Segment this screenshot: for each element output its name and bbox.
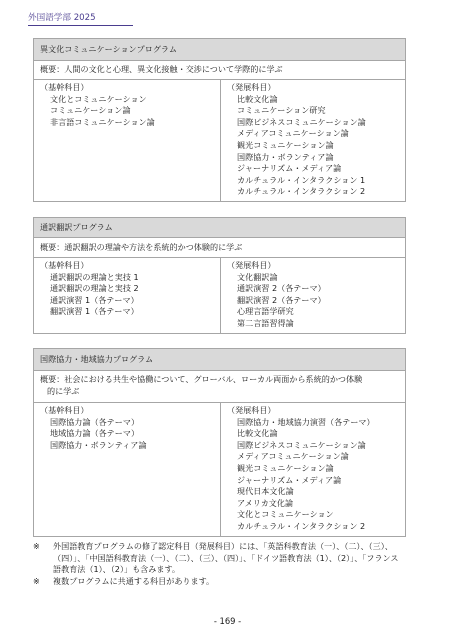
course-area [34, 258, 405, 333]
program-title: 異文化コミュニケーションプログラム [34, 39, 405, 61]
course-item: 現代日本文化論 [237, 486, 294, 497]
course-item: 文化とコミュニケーション [50, 93, 147, 104]
program-interpretation-translation [33, 217, 406, 334]
advanced-course-list [227, 94, 399, 198]
course-item: 国際ビジネスコミュニケーション論 [237, 439, 366, 450]
course-item: メディアコミュニケーション論 [237, 128, 349, 139]
course-item: ジャーナリズム・メディア論 [237, 163, 342, 174]
program-international-regional-cooperation [33, 348, 406, 537]
course-item: 文化翻訳論 [237, 271, 278, 282]
basic-heading: （基幹科目） [40, 82, 89, 92]
course-item: 文化とコミュニケーション [237, 509, 334, 520]
basic-courses [34, 403, 221, 536]
course-item: 地域協力論（各テーマ） [50, 428, 140, 439]
course-item: アメリカ文化論 [237, 497, 294, 508]
program-summary [34, 371, 405, 403]
note-text [53, 576, 413, 588]
program-title: 通訳翻訳プログラム [34, 218, 405, 238]
advanced-heading: （発展科目） [227, 82, 276, 92]
course-item: カルチュラル・インタラクション 2 [237, 186, 366, 197]
note-line: 語教育法（1）、（2）」も含みます。 [53, 564, 181, 575]
program-intercultural [33, 38, 406, 202]
course-item: メディアコミュニケーション論 [237, 451, 349, 462]
advanced-course-list [227, 272, 399, 330]
program-title: 国際協力・地域協力プログラム [34, 349, 405, 371]
note-item [33, 541, 413, 576]
course-item: カルチュラル・インタラクション 1 [237, 174, 366, 185]
note-line: 複数プログラムに共通する科目があります。 [53, 575, 215, 586]
course-item: 非言語コミュニケーション論 [50, 116, 155, 127]
program-summary: 概要：通訳翻訳の理論や方法を系統的かつ体験的に学ぶ [34, 238, 405, 258]
note-mark: ※ [33, 575, 40, 586]
note-text [53, 541, 413, 576]
advanced-courses [221, 403, 405, 536]
summary-line: 概要：社会における共生や協働について、グローバル、ローカル両面から系統的かつ体験 [40, 374, 363, 384]
course-item: 国際協力・ボランティア論 [50, 439, 147, 450]
course-item: カルチュラル・インタラクション 2 [237, 520, 366, 531]
note-line: （四）」、「中国語科教育法（一）、（二）、（三）、（四）」、「ドイツ語教育法（1）、（2）」、「フランス [53, 552, 399, 563]
course-item: ジャーナリズム・メディア論 [237, 474, 342, 485]
basic-course-list [40, 94, 214, 129]
page-header: 外国語学部 2025 [28, 13, 96, 23]
header-rule [28, 25, 133, 26]
course-item: 国際協力・地域協力演習（各テーマ） [237, 416, 375, 427]
advanced-heading: （発展科目） [227, 260, 276, 270]
course-item: 比較文化論 [237, 428, 278, 439]
page-number: - 169 - [213, 616, 242, 626]
notes [33, 541, 413, 587]
course-item: 通訳翻訳の理論と実技 2 [50, 283, 139, 294]
advanced-course-list [227, 417, 399, 533]
summary-line: 的に学ぶ [47, 385, 80, 396]
course-item: 観光コミュニケーション論 [237, 139, 334, 150]
note-mark: ※ [33, 541, 40, 551]
course-item: 翻訳演習 2（各テーマ） [237, 294, 326, 305]
course-item: 国際協力論（各テーマ） [50, 416, 140, 427]
course-item: 通訳翻訳の理論と実技 1 [50, 271, 139, 282]
basic-courses [34, 258, 221, 333]
course-item: 国際ビジネスコミュニケーション論 [237, 116, 366, 127]
basic-course-list [40, 272, 214, 318]
course-item: 国際協力・ボランティア論 [237, 151, 334, 162]
course-item: コミュニケーション研究 [237, 105, 326, 116]
course-item: 第二言語習得論 [237, 317, 294, 328]
basic-course-list [40, 417, 214, 452]
course-area [34, 403, 405, 536]
basic-courses [34, 80, 221, 201]
course-item: 通訳演習 1（各テーマ） [50, 294, 139, 305]
advanced-courses [221, 258, 405, 333]
course-item: コミュニケーション論 [50, 105, 131, 116]
course-item: 観光コミュニケーション論 [237, 462, 334, 473]
course-item: 比較文化論 [237, 93, 278, 104]
basic-heading: （基幹科目） [40, 405, 89, 415]
advanced-courses [221, 80, 405, 201]
note-line: 外国語教育プログラムの修了認定科目（発展科目）には、「英語科教育法（一）、（二）、（三）、 [53, 541, 393, 551]
course-item: 通訳演習 2（各テーマ） [237, 283, 326, 294]
course-item: 心理言語学研究 [237, 306, 294, 317]
basic-heading: （基幹科目） [40, 260, 89, 270]
advanced-heading: （発展科目） [227, 405, 276, 415]
course-area [34, 80, 405, 201]
course-item: 翻訳演習 1（各テーマ） [50, 306, 139, 317]
program-summary: 概要：人間の文化と心理、異文化接触・交渉について学際的に学ぶ [34, 61, 405, 80]
note-item [33, 576, 413, 588]
